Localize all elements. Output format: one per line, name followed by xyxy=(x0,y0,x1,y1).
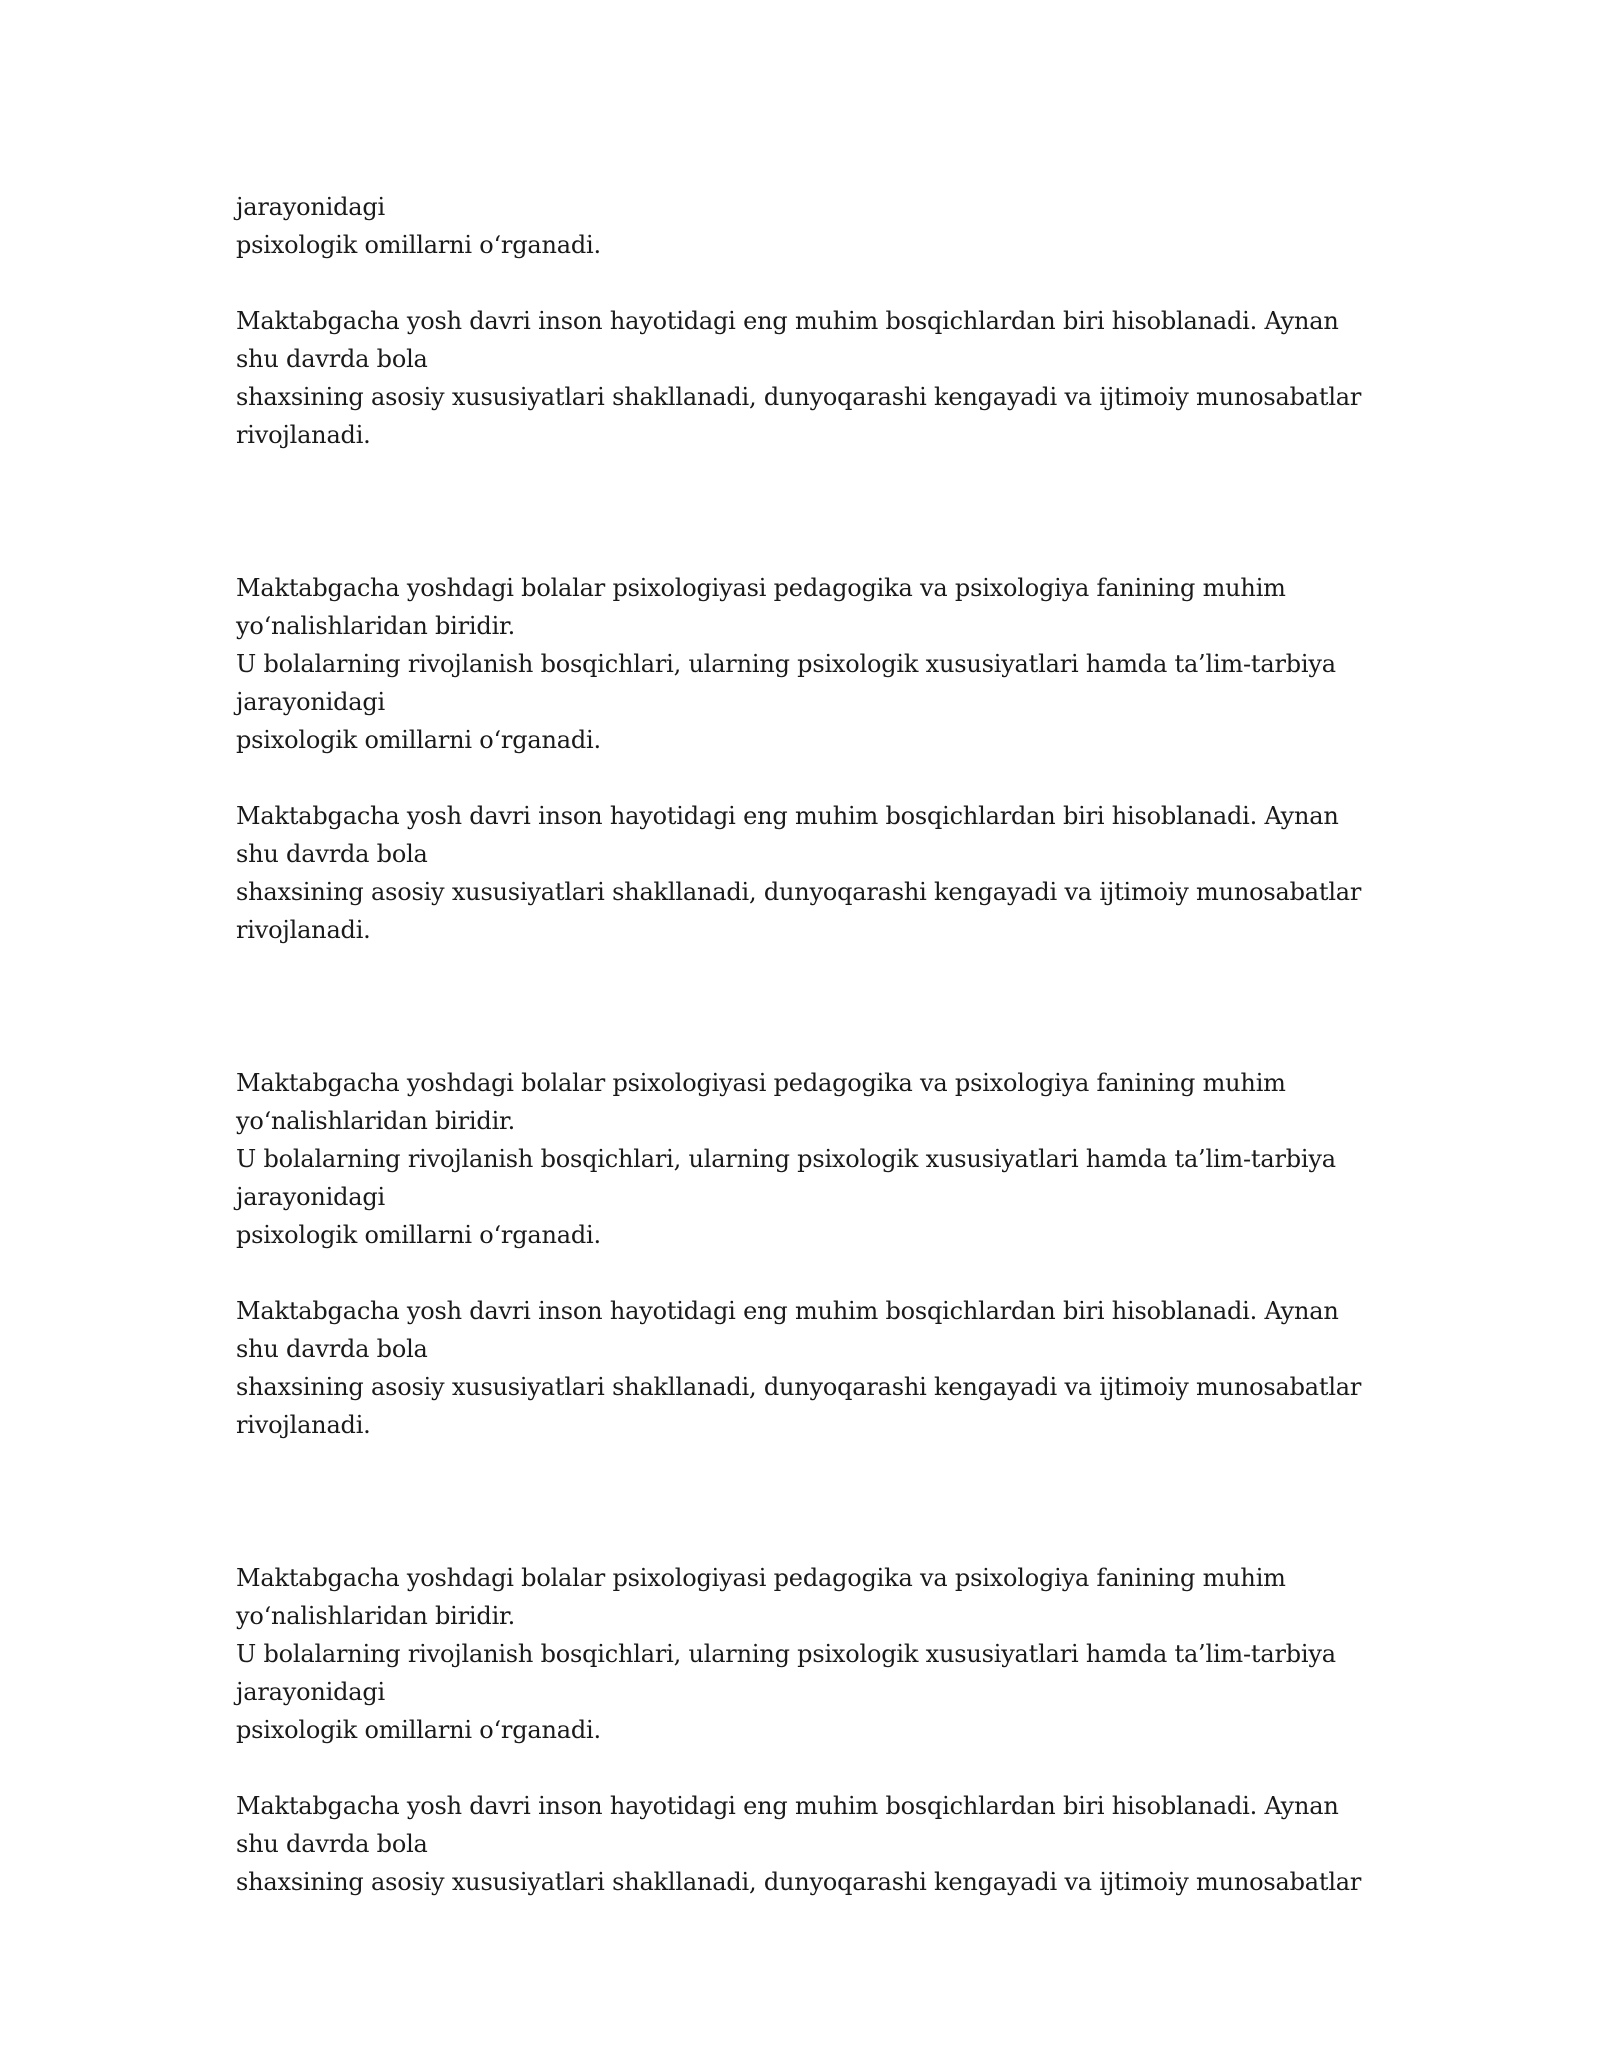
text-line: psixologik omillarni o‘rganadi. xyxy=(236,1716,601,1744)
section-gap xyxy=(236,949,1416,1064)
text-line: psixologik omillarni o‘rganadi. xyxy=(236,726,601,754)
text-line: Maktabgacha yosh davri inson hayotidagi eng muhim bosqichlardan biri hisoblanadi. Aynan xyxy=(236,1792,1339,1820)
paragraph-gap xyxy=(236,1749,1416,1787)
paragraph-gap xyxy=(236,759,1416,797)
text-line: Maktabgacha yosh davri inson hayotidagi eng muhim bosqichlardan biri hisoblanadi. Aynan xyxy=(236,1297,1339,1325)
text-line: U bolalarning rivojlanish bosqichlari, ularning psixologik xususiyatlari hamda ta’lim-tarbiya xyxy=(236,650,1336,678)
text-line: rivojlanadi. xyxy=(236,1411,371,1439)
text-line: shu davrda bola xyxy=(236,1335,428,1363)
text-line: shaxsining asosiy xususiyatlari shakllanadi, dunyoqarashi kengayadi va ijtimoiy munosabatlar xyxy=(236,1868,1362,1896)
paragraph-gap xyxy=(236,1254,1416,1292)
section-gap xyxy=(236,454,1416,569)
text-line: Maktabgacha yosh davri inson hayotidagi eng muhim bosqichlardan biri hisoblanadi. Aynan xyxy=(236,307,1339,335)
text-line: Maktabgacha yoshdagi bolalar psixologiyasi pedagogika va psixologiya fanining muhim xyxy=(236,1069,1286,1097)
paragraph-gap xyxy=(236,264,1416,302)
text-line: yo‘nalishlaridan biridir. xyxy=(236,1107,516,1135)
text-line: yo‘nalishlaridan biridir. xyxy=(236,1602,516,1630)
text-line: U bolalarning rivojlanish bosqichlari, ularning psixologik xususiyatlari hamda ta’lim-tarbiya xyxy=(236,1640,1336,1668)
text-line: jarayonidagi xyxy=(236,193,385,221)
text-line: rivojlanadi. xyxy=(236,421,371,449)
section-gap xyxy=(236,1444,1416,1559)
text-line: jarayonidagi xyxy=(236,688,385,716)
text-line: psixologik omillarni o‘rganadi. xyxy=(236,231,601,259)
text-line: yo‘nalishlaridan biridir. xyxy=(236,612,516,640)
text-line: psixologik omillarni o‘rganadi. xyxy=(236,1221,601,1249)
text-line: shu davrda bola xyxy=(236,840,428,868)
text-line: shaxsining asosiy xususiyatlari shakllanadi, dunyoqarashi kengayadi va ijtimoiy munosabatlar xyxy=(236,1373,1362,1401)
text-line: jarayonidagi xyxy=(236,1678,385,1706)
text-line: Maktabgacha yoshdagi bolalar psixologiyasi pedagogika va psixologiya fanining muhim xyxy=(236,1564,1286,1592)
text-line: shu davrda bola xyxy=(236,345,428,373)
text-line: shu davrda bola xyxy=(236,1830,428,1858)
document-body xyxy=(236,188,1416,1901)
text-line: Maktabgacha yosh davri inson hayotidagi eng muhim bosqichlardan biri hisoblanadi. Aynan xyxy=(236,802,1339,830)
text-line: shaxsining asosiy xususiyatlari shakllanadi, dunyoqarashi kengayadi va ijtimoiy munosabatlar xyxy=(236,878,1362,906)
text-line: U bolalarning rivojlanish bosqichlari, ularning psixologik xususiyatlari hamda ta’lim-tarbiya xyxy=(236,1145,1336,1173)
text-line: Maktabgacha yoshdagi bolalar psixologiyasi pedagogika va psixologiya fanining muhim xyxy=(236,574,1286,602)
text-line: rivojlanadi. xyxy=(236,916,371,944)
text-line: shaxsining asosiy xususiyatlari shakllanadi, dunyoqarashi kengayadi va ijtimoiy munosabatlar xyxy=(236,383,1362,411)
text-line: jarayonidagi xyxy=(236,1183,385,1211)
